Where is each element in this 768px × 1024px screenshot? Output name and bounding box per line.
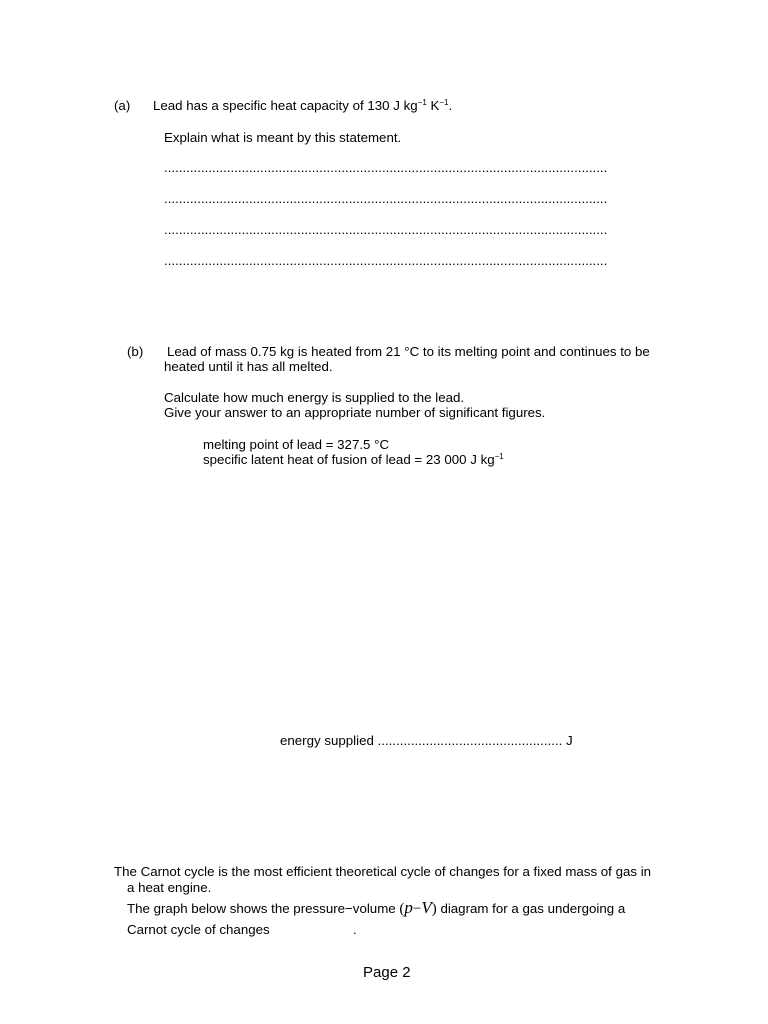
energy-answer-row <box>280 733 573 749</box>
page-number: Page 2 <box>363 964 411 981</box>
question-b-line1: Lead of mass 0.75 kg is heated from 21 °C to its melting point and continues to be <box>167 344 650 359</box>
question-a-statement-text: Lead has a specific heat capacity of 130 J kg <box>153 98 418 113</box>
unit-exponent: −1 <box>417 98 427 107</box>
answer-line[interactable]: ........................................................................................................................ <box>164 253 608 268</box>
carnot-intro-line2: a heat engine. <box>127 880 212 895</box>
question-label-b: (b) <box>127 344 144 359</box>
carnot-intro-line3 <box>127 898 625 918</box>
carnot-line4-period: . <box>353 922 357 937</box>
question-label-a: (a) <box>114 98 131 113</box>
question-b-calc-instruction: Calculate how much energy is supplied to the lead. <box>164 390 465 405</box>
energy-answer-field[interactable]: .................................................. <box>377 733 563 748</box>
energy-answer-label: energy supplied <box>280 733 374 748</box>
paren-open: ( <box>399 901 405 917</box>
answer-line[interactable]: ........................................................................................................................ <box>164 222 608 237</box>
statement-period: . <box>448 98 453 113</box>
carnot-line3-prefix: The graph below shows the pressure−volume <box>127 901 396 916</box>
carnot-intro-line4: Carnot cycle of changes <box>127 922 270 937</box>
minus-sign: − <box>412 901 422 917</box>
unit-kelvin: K <box>426 98 440 113</box>
data-melting-point: melting point of lead = 327.5 °C <box>203 437 390 452</box>
unit-exponent: −1 <box>439 98 449 107</box>
question-a-instruction: Explain what is meant by this statement. <box>164 130 402 145</box>
volume-symbol: V <box>421 898 432 917</box>
unit-exponent: −1 <box>494 452 504 461</box>
paren-close: ) <box>431 901 437 917</box>
question-b-line2: heated until it has all melted. <box>164 359 333 374</box>
question-a-statement <box>153 98 452 114</box>
data-latent-heat <box>203 452 504 468</box>
data-latent-heat-text: specific latent heat of fusion of lead = 23 000 J kg <box>203 452 495 467</box>
carnot-intro-line1: The Carnot cycle is the most efficient theoretical cycle of changes for a fixed mass of gas in <box>114 864 652 879</box>
energy-answer-unit: J <box>566 733 573 748</box>
carnot-line3-suffix: diagram for a gas undergoing a <box>440 901 626 916</box>
question-b-sigfig-instruction: Give your answer to an appropriate number of significant figures. <box>164 405 546 420</box>
answer-line[interactable]: ........................................................................................................................ <box>164 191 608 206</box>
pressure-symbol: p <box>404 898 413 917</box>
answer-line[interactable]: ........................................................................................................................ <box>164 160 608 175</box>
